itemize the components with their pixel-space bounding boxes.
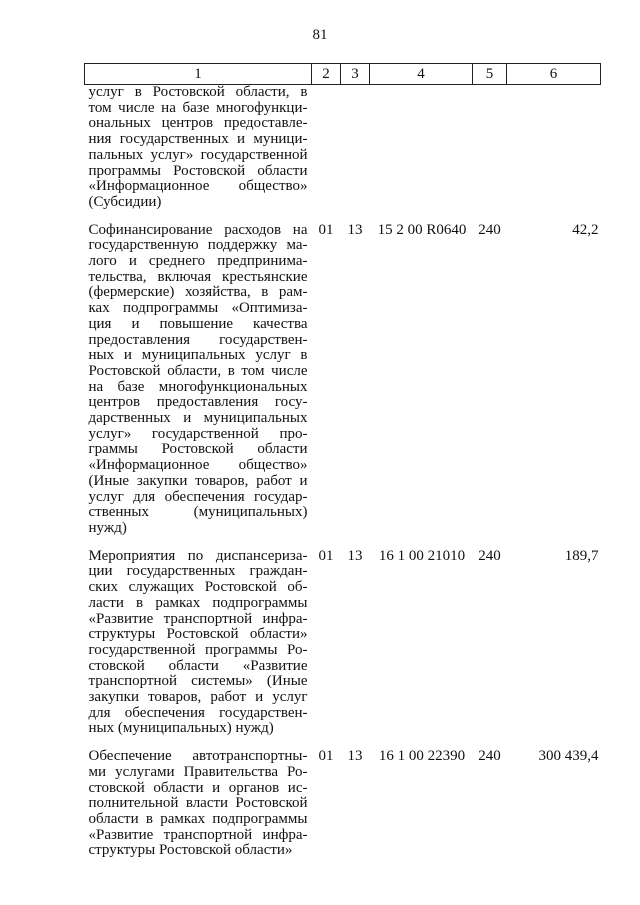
row-section-code — [312, 85, 341, 211]
row-description — [85, 749, 312, 859]
description-line: «Развитие транспортной инфра- — [88, 826, 308, 843]
row-description — [85, 223, 312, 537]
description-line: ских служащих Ростовской об- — [88, 579, 308, 596]
description-line: Ростовской области, в том числе — [88, 362, 308, 379]
description-line: стовской области «Развитие — [88, 657, 308, 674]
row-subsection-code — [341, 85, 370, 211]
description-line: ции государственных граждан- — [88, 563, 308, 580]
header-col-6: 6 — [507, 64, 601, 85]
description-line: ми услугами Правительства Ро- — [88, 763, 308, 780]
description-line: нужд) — [88, 519, 127, 536]
budget-table — [84, 63, 601, 859]
description-line: (Иные закупки товаров, работ и — [88, 472, 308, 489]
description-line: ственных (муниципальных) — [88, 504, 308, 521]
page-number: 81 — [312, 27, 328, 43]
description-line: услуг для обеспечения государ- — [88, 488, 308, 505]
row-section-code: 01 — [318, 748, 334, 765]
header-col-3: 3 — [341, 64, 370, 85]
description-line: ласти в рамках подпрограммы — [88, 594, 308, 611]
description-line: «Развитие транспортной инфра- — [88, 610, 308, 627]
row-description — [85, 85, 312, 211]
row-amount — [507, 85, 601, 211]
row-target-article: 16 1 00 22390 — [378, 748, 466, 765]
description-line: Мероприятия по диспансериза- — [88, 547, 308, 564]
description-line: тельства, включая крестьянские — [88, 268, 308, 285]
description-line: граммы Ростовской области — [88, 441, 308, 458]
table-body — [85, 85, 601, 860]
row-target-article: 15 2 00 R0640 — [377, 221, 467, 238]
row-expense-type — [473, 85, 507, 211]
description-line: пальных услуг» государственной — [88, 146, 308, 163]
description-line: транспортной системы» (Иные — [88, 673, 308, 690]
row-section-code: 01 — [318, 221, 334, 238]
description-line: Софинансирование расходов на — [88, 221, 308, 238]
table-row — [85, 549, 601, 737]
description-line: услуг» государственной про- — [88, 425, 308, 442]
header-col-5: 5 — [473, 64, 507, 85]
description-line: «Информационное общество» — [88, 457, 308, 474]
table-header-row — [85, 64, 601, 85]
description-line: ональных центров предоставле- — [88, 115, 308, 132]
row-target-article: 16 1 00 21010 — [378, 547, 466, 564]
header-col-4: 4 — [370, 64, 473, 85]
description-line: ных (муниципальных) нужд) — [88, 720, 274, 737]
description-line: (Субсидии) — [88, 193, 162, 210]
description-line: для обеспечения государствен- — [88, 704, 308, 721]
row-spacer — [85, 537, 601, 549]
description-line: Обеспечение автотранспортны- — [88, 748, 308, 765]
description-line: ных и муниципальных услуг в — [88, 347, 308, 364]
description-line: ния государственных и муници- — [88, 131, 308, 148]
table-row — [85, 223, 601, 537]
header-col-1: 1 — [85, 64, 312, 85]
row-subsection-code: 13 — [347, 748, 363, 765]
description-line: государственной программы Ро- — [88, 641, 308, 658]
description-line: стовской области и органов ис- — [88, 779, 308, 796]
header-col-2: 2 — [312, 64, 341, 85]
row-amount: 189,7 — [564, 547, 599, 564]
row-subsection-code: 13 — [347, 547, 363, 564]
description-line: центров предоставления госу- — [88, 394, 308, 411]
row-expense-type: 240 — [478, 748, 501, 765]
description-line: ция и повышение качества — [88, 315, 308, 332]
row-description — [85, 549, 312, 737]
row-section-code: 01 — [318, 547, 334, 564]
description-line: программы Ростовской области — [88, 162, 308, 179]
description-line: (фермерские) хозяйства, в рам- — [88, 284, 308, 301]
description-line: области в рамках подпрограммы — [88, 810, 308, 827]
description-line: структуры Ростовской области» — [88, 626, 308, 643]
row-subsection-code: 13 — [347, 221, 363, 238]
description-line: на базе многофункциональных — [88, 378, 308, 395]
description-line: лого и среднего предпринима- — [88, 253, 308, 270]
row-amount: 300 439,4 — [538, 748, 599, 765]
description-line: том числе на базе многофункци- — [88, 99, 308, 116]
row-expense-type: 240 — [478, 221, 501, 238]
table-row — [85, 85, 601, 211]
row-spacer — [85, 211, 601, 223]
row-target-article — [370, 85, 473, 211]
row-amount: 42,2 — [572, 221, 599, 238]
description-line: полнительной власти Ростовской — [88, 795, 308, 812]
description-line: «Информационное общество» — [88, 178, 308, 195]
description-line: услуг в Ростовской области, в — [88, 84, 308, 100]
description-line: государственную поддержку ма- — [88, 237, 308, 254]
description-line: закупки товаров, работ и услуг — [88, 689, 308, 706]
description-line: предоставления государствен- — [88, 331, 308, 348]
row-expense-type: 240 — [478, 547, 501, 564]
table-row — [85, 749, 601, 859]
description-line: структуры Ростовской области» — [88, 842, 293, 859]
description-line: дарственных и муниципальных — [88, 410, 308, 427]
description-line: ках подпрограммы «Оптимиза- — [88, 300, 308, 317]
